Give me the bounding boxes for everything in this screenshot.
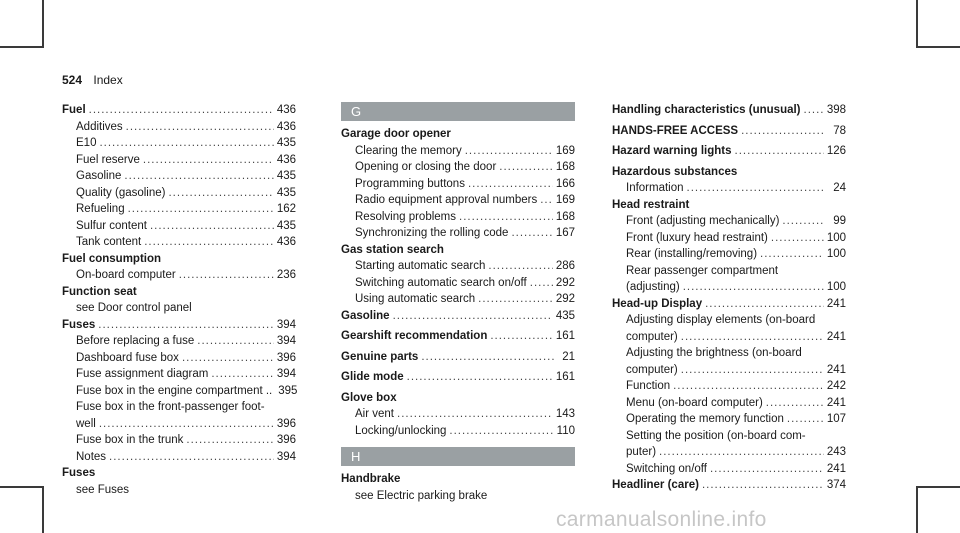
index-entry [341, 328, 575, 345]
leader-dots [499, 159, 553, 176]
page-reference: 374 [826, 479, 846, 491]
leader-dots [468, 176, 553, 193]
leader-dots [168, 185, 273, 202]
leader-dots [771, 230, 824, 247]
page-reference: 396 [276, 434, 296, 446]
entry-label: Glide mode [341, 371, 404, 383]
index-subentry [62, 201, 296, 218]
leader-dots [681, 329, 824, 346]
leader-dots [760, 246, 824, 263]
page-reference: 435 [276, 170, 296, 182]
leader-dots [182, 350, 274, 367]
index-subtext: Rear passenger compartment [626, 264, 779, 277]
page-reference: 435 [276, 219, 296, 232]
page-reference: 436 [276, 236, 296, 248]
entry-label: Programming buttons [355, 177, 465, 190]
index-subentry [341, 291, 575, 308]
entry-label: Fuse assignment diagram [76, 368, 209, 380]
page-reference: 398 [826, 104, 846, 116]
index-subentry [612, 279, 846, 296]
index-subtext: see Electric parking brake [355, 489, 488, 502]
leader-dots [766, 395, 824, 412]
index-heading: Fuses [62, 467, 96, 479]
index-subentry [62, 350, 296, 367]
index-subtext: see Door control panel [76, 302, 192, 314]
entry-label: On-board computer [76, 269, 176, 281]
leader-dots [179, 267, 274, 284]
page-reference: 161 [555, 371, 575, 383]
index-heading: Glove box [341, 391, 397, 404]
page-reference: 394 [276, 335, 296, 347]
entry-label: Function [626, 380, 671, 392]
page-reference: 396 [276, 417, 296, 430]
index-subentry [612, 461, 846, 478]
leader-dots [98, 317, 274, 334]
index-entry [612, 102, 846, 119]
leader-dots [407, 369, 553, 386]
index-subentry [612, 362, 846, 379]
entry-label: Synchronizing the rolling code [355, 227, 509, 239]
page-reference: 21 [562, 350, 575, 363]
index-subtext: Fuse box in the front-passenger foot- [76, 401, 265, 413]
leader-dots [449, 423, 553, 440]
page-reference: 78 [833, 124, 846, 137]
leader-dots [659, 444, 824, 461]
page-reference: 286 [555, 260, 575, 272]
leader-dots [128, 201, 274, 218]
leader-dots [735, 143, 824, 160]
entry-label: Before replacing a fuse [76, 335, 195, 347]
leader-dots [393, 308, 553, 325]
leader-dots [683, 279, 824, 296]
page-reference: 168 [555, 210, 575, 223]
page-reference: 435 [276, 137, 296, 149]
index-heading: Handbrake [341, 473, 401, 485]
leader-dots [421, 349, 554, 366]
page-reference: 100 [826, 231, 846, 244]
page-reference: 107 [826, 413, 846, 425]
page-reference: 168 [555, 161, 575, 173]
index-heading: Gas station search [341, 243, 444, 256]
page-reference: 162 [276, 203, 296, 215]
leader-dots [150, 218, 274, 235]
index-entry [62, 317, 296, 334]
page-reference: 394 [276, 318, 296, 331]
crop-mark [0, 486, 42, 488]
leader-dots [490, 328, 552, 345]
index-subentry [62, 152, 296, 169]
entry-label: Handling characteristics (unusual) [612, 104, 801, 116]
entry-label: Fuses [62, 318, 96, 331]
leader-dots [126, 119, 274, 136]
index-entry [612, 477, 846, 494]
leader-dots [89, 102, 274, 119]
entry-label: Gearshift recommendation [341, 330, 488, 342]
leader-dots [109, 449, 274, 466]
page-reference: 166 [555, 177, 575, 190]
page-reference: 241 [826, 363, 846, 376]
entry-label: Quality (gasoline) [76, 186, 166, 199]
page-reference: 169 [555, 194, 575, 206]
index-subentry [612, 395, 846, 412]
entry-label: Opening or closing the door [355, 161, 497, 173]
index-subentry [62, 432, 296, 449]
crop-mark [916, 486, 918, 533]
index-subentry [612, 411, 846, 428]
entry-label: computer) [626, 330, 678, 343]
leader-dots [99, 135, 273, 152]
index-subentry [62, 168, 296, 185]
index-subentry [62, 218, 296, 235]
watermark: carmanualsonline.info [556, 508, 767, 531]
entry-label: Starting automatic search [355, 260, 486, 272]
index-subentry [612, 329, 846, 346]
index-subentry [62, 119, 296, 136]
entry-label: Rear (installing/removing) [626, 248, 758, 260]
page-reference: 242 [826, 380, 846, 392]
entry-label: Fuse box in the trunk [76, 434, 184, 446]
entry-label: HANDS-FREE ACCESS [612, 124, 739, 137]
index-subentry [341, 275, 575, 292]
leader-dots [465, 143, 553, 160]
entry-label: Radio equipment approval numbers [355, 194, 538, 206]
page-reference: 241 [826, 330, 846, 343]
page-reference: 169 [555, 144, 575, 157]
entry-label: Hazard warning lights [612, 145, 732, 157]
leader-dots [488, 258, 552, 275]
entry-label: Sulfur content [76, 219, 147, 232]
leader-dots [186, 432, 273, 449]
crop-mark [0, 46, 42, 48]
page-reference: 394 [276, 450, 296, 463]
crop-mark [917, 46, 960, 48]
entry-label: Switching automatic search on/off [355, 276, 527, 289]
entry-label: puter) [626, 446, 657, 458]
index-subentry [341, 209, 575, 226]
entry-label: computer) [626, 363, 678, 376]
index-subentry [62, 383, 296, 400]
page-reference: 100 [826, 281, 846, 293]
entry-label: Clearing the memory [355, 144, 462, 157]
entry-label: Gasoline [341, 309, 390, 322]
entry-label: Gasoline [76, 170, 122, 182]
index-heading: Garage door opener [341, 128, 451, 140]
index-heading: Head restraint [612, 198, 690, 211]
crop-mark [917, 486, 960, 488]
page-header [62, 73, 123, 87]
index-subentry [62, 267, 296, 284]
page-reference: 436 [276, 120, 296, 133]
page-reference: 24 [833, 182, 846, 194]
leader-dots [124, 168, 273, 185]
index-subentry [62, 234, 296, 251]
index-entry [612, 296, 846, 313]
page-reference: 241 [826, 462, 846, 475]
index-heading: Hazardous substances [612, 165, 738, 178]
index-subentry [62, 333, 296, 350]
leader-dots [540, 192, 553, 209]
entry-label: Dashboard fuse box [76, 351, 179, 364]
leader-dots [681, 362, 824, 379]
index-subentry [612, 246, 846, 263]
entry-label: E10 [76, 137, 97, 149]
page-reference: 126 [826, 145, 846, 157]
entry-label: Refueling [76, 203, 125, 215]
leader-dots [705, 296, 824, 313]
entry-label: Menu (on-board computer) [626, 396, 763, 409]
index-subentry [341, 423, 575, 440]
entry-label: Headliner (care) [612, 479, 699, 491]
page-reference: 292 [555, 276, 575, 289]
entry-label: Locking/unlocking [355, 424, 447, 437]
index-subtext: Adjusting the brightness (on-board [626, 347, 802, 359]
letter-heading: G [341, 102, 575, 121]
leader-dots [511, 225, 552, 242]
leader-dots [478, 291, 553, 308]
entry-label: Resolving problems [355, 210, 456, 223]
index-column-3 [612, 102, 846, 494]
index-subentry [612, 378, 846, 395]
page-reference: 396 [276, 351, 296, 364]
index-entry [612, 143, 846, 160]
leader-dots [782, 213, 825, 230]
index-subentry [62, 416, 296, 433]
index-subtext: see Fuses [76, 483, 130, 496]
index-subentry [341, 192, 575, 209]
leader-dots [144, 234, 274, 251]
leader-dots [804, 102, 824, 119]
page-reference: 143 [555, 408, 575, 420]
index-subentry [341, 159, 575, 176]
leader-dots [397, 406, 553, 423]
leader-dots [702, 477, 824, 494]
index-heading: Fuel consumption [62, 252, 162, 265]
entry-label: Air vent [355, 408, 394, 420]
page-reference: 394 [276, 368, 296, 380]
page-reference: 436 [276, 104, 296, 116]
leader-dots [741, 123, 825, 140]
page-reference: 436 [276, 153, 296, 166]
leader-dots [99, 416, 274, 433]
index-entry [341, 369, 575, 386]
index-column-2 [341, 102, 575, 504]
index-entry [341, 349, 575, 366]
leader-dots [143, 152, 274, 169]
entry-label: Notes [76, 450, 107, 463]
leader-dots [459, 209, 553, 226]
page-reference: 435 [276, 186, 296, 199]
entry-label: well [76, 417, 96, 430]
page-reference: 236 [276, 269, 296, 281]
letter-heading: H [341, 447, 575, 466]
page-reference: 110 [556, 424, 575, 437]
page-reference: 241 [826, 396, 846, 409]
crop-mark [42, 486, 44, 533]
page-reference: 243 [826, 446, 846, 458]
entry-label: Switching on/off [626, 462, 707, 475]
entry-label: Tank content [76, 236, 142, 248]
entry-label: Additives [76, 120, 123, 133]
index-subentry [341, 258, 575, 275]
entry-label: Fuel [62, 104, 86, 116]
page-reference: 99 [833, 215, 846, 227]
index-subentry [341, 225, 575, 242]
entry-label: Front (adjusting mechanically) [626, 215, 780, 227]
page-reference: 395 [278, 384, 298, 397]
page-reference: 167 [555, 227, 575, 239]
index-entry [341, 308, 575, 325]
index-heading: Function seat [62, 285, 137, 298]
page-reference: 100 [826, 248, 846, 260]
entry-label: Genuine parts [341, 350, 419, 363]
index-subentry [62, 185, 296, 202]
entry-label: Operating the memory function [626, 413, 784, 425]
index-subentry [341, 406, 575, 423]
page-reference: 161 [555, 330, 575, 342]
index-subentry [341, 176, 575, 193]
leader-dots [530, 275, 553, 292]
index-subtext: Adjusting display elements (on-board [626, 314, 816, 326]
crop-mark [916, 0, 918, 48]
leader-dots [673, 378, 824, 395]
section-title: Index [93, 73, 123, 87]
entry-label: Fuel reserve [76, 153, 140, 166]
entry-label: (adjusting) [626, 281, 680, 293]
leader-dots [211, 366, 274, 383]
index-subentry [62, 366, 296, 383]
page-number: 524 [62, 73, 83, 87]
leader-dots [787, 411, 824, 428]
index-subentry [612, 444, 846, 461]
leader-dots [687, 180, 825, 197]
crop-mark [42, 0, 44, 48]
index-subentry [612, 180, 846, 197]
page-reference: 435 [555, 309, 575, 322]
page-reference: 292 [555, 293, 575, 305]
entry-label: Using automatic search [355, 293, 476, 305]
index-subentry [62, 135, 296, 152]
entry-label: Fuse box in the engine compartment .. [76, 384, 273, 397]
leader-dots [710, 461, 824, 478]
entry-label: Head-up Display [612, 297, 703, 310]
index-subtext: Setting the position (on-board com- [626, 429, 806, 442]
index-subentry [62, 449, 296, 466]
leader-dots [197, 333, 274, 350]
index-column-1 [62, 102, 296, 498]
entry-label: Information [626, 182, 684, 194]
page-reference: 241 [826, 297, 846, 310]
entry-label: Front (luxury head restraint) [626, 231, 768, 244]
index-entry [612, 123, 846, 140]
index-entry [62, 102, 296, 119]
index-subentry [612, 213, 846, 230]
index-subentry [612, 230, 846, 247]
index-subentry [341, 143, 575, 160]
